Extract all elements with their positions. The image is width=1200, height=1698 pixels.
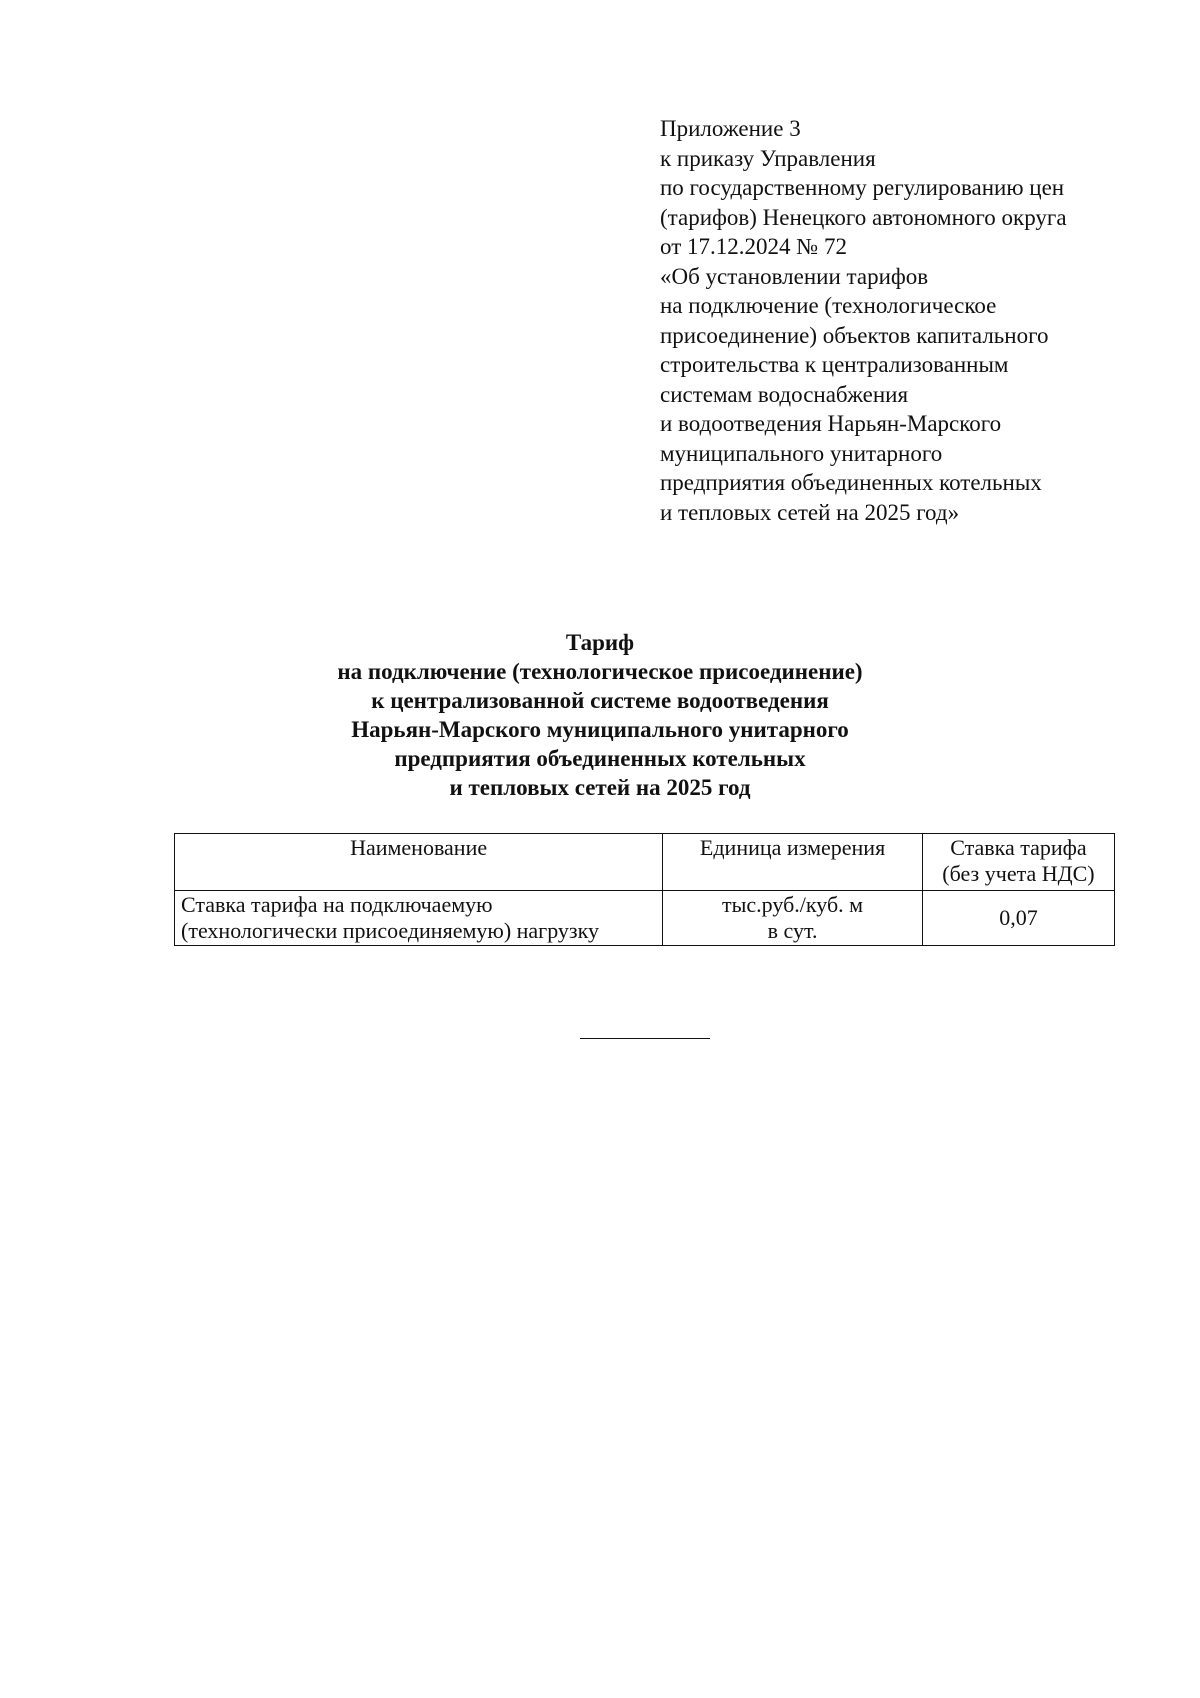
title-line: предприятия объединенных котельных (394, 746, 806, 771)
appendix-line: по государственному регулированию цен (660, 175, 1065, 200)
table-header-row (175, 834, 1115, 891)
appendix-line: на подключение (технологическое (660, 293, 997, 318)
appendix-line: «Об установлении тарифов (660, 263, 929, 289)
title-line: Нарьян-Марского муниципального унитарного (351, 717, 849, 742)
header-name (175, 834, 663, 891)
end-divider (580, 1038, 710, 1039)
cell-unit (663, 891, 923, 946)
cell-name-line1: Ставка тарифа на подключаемую (181, 892, 493, 917)
title-line: на подключение (технологическое присоединение) (337, 659, 863, 684)
appendix-line: присоединение) объектов капитального (660, 322, 1049, 348)
table-row (175, 891, 1115, 946)
appendix-line: (тарифов) Ненецкого автономного округа (660, 204, 1067, 230)
appendix-line: Приложение 3 (660, 116, 801, 141)
appendix-line: системам водоснабжения (660, 381, 909, 407)
cell-name (175, 891, 663, 946)
appendix-line: и водоотведения Нарьян-Марского (660, 411, 1002, 436)
title-line: к централизованной системе водоотведения (371, 688, 829, 713)
appendix-line: от 17.12.2024 № 72 (660, 234, 847, 259)
header-unit-text: Единица измерения (699, 835, 886, 860)
appendix-line: предприятия объединенных котельных (660, 470, 1042, 495)
header-name-text: Наименование (350, 835, 488, 860)
header-rate (922, 834, 1114, 891)
title-line: и тепловых сетей на 2025 год (449, 775, 751, 800)
appendix-note (660, 114, 1160, 527)
appendix-line: строительства к централизованным (660, 352, 1009, 377)
header-rate-line2: (без учета НДС) (942, 861, 1095, 886)
appendix-line: муниципального унитарного (660, 440, 943, 466)
document-title (150, 628, 1050, 802)
tariff-table (174, 833, 1115, 946)
title-line: Тариф (565, 630, 635, 655)
appendix-line: и тепловых сетей на 2025 год» (660, 499, 960, 525)
header-rate-line1: Ставка тарифа (950, 835, 1087, 860)
cell-rate (922, 891, 1114, 946)
cell-unit-line1: тыс.руб./куб. м (722, 892, 864, 917)
header-unit (663, 834, 923, 891)
appendix-line: к приказу Управления (660, 145, 876, 171)
cell-unit-line2: в сут. (767, 918, 818, 943)
cell-rate-value: 0,07 (999, 905, 1038, 930)
cell-name-line2: (технологически присоединяемую) нагрузку (181, 918, 599, 943)
